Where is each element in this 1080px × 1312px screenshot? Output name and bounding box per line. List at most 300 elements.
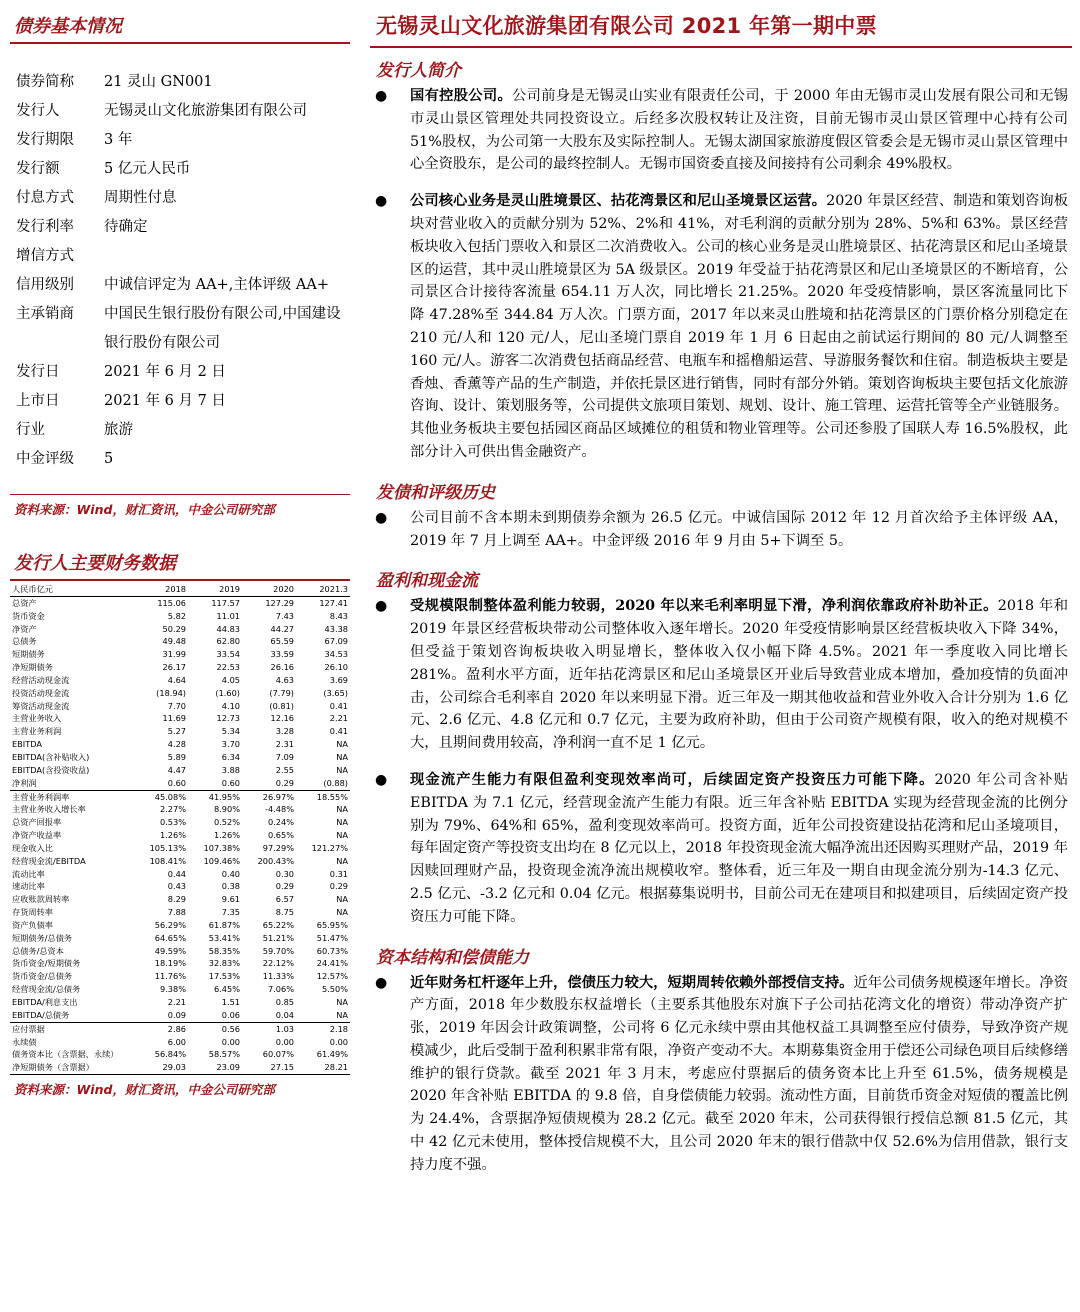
table-cell: 22.53 bbox=[216, 662, 240, 673]
row-label: 速动比率 bbox=[12, 881, 45, 892]
table-cell: 7.43 bbox=[275, 610, 294, 621]
table-cell: 11.76% bbox=[154, 971, 186, 982]
table-header-cell: 2020 bbox=[242, 583, 296, 596]
paragraph bbox=[370, 972, 1072, 1177]
table-cell: 105.13% bbox=[149, 842, 186, 853]
table-cell: 22.12% bbox=[262, 958, 294, 969]
source-note-2: 资料来源：Wind，财汇资讯，中金公司研究部 bbox=[14, 1082, 275, 1098]
table-cell: 0.43 bbox=[167, 881, 186, 892]
info-row bbox=[10, 97, 350, 126]
paragraph bbox=[370, 769, 1072, 929]
table-row bbox=[10, 700, 350, 713]
table-cell: 0.38 bbox=[221, 881, 240, 892]
financial-data-table bbox=[10, 583, 350, 1075]
row-label: EBITDA(含补贴收入) bbox=[12, 751, 90, 762]
table-cell: 45.08% bbox=[134, 790, 188, 803]
info-value: 3 年 bbox=[104, 132, 133, 148]
table-cell: 31.99 bbox=[162, 649, 186, 660]
table-row bbox=[10, 829, 350, 842]
section-heading: 发行人简介 bbox=[376, 61, 461, 81]
left-column bbox=[10, 8, 350, 1103]
table-cell: 11.33% bbox=[262, 971, 294, 982]
table-cell: 7.09 bbox=[275, 751, 294, 762]
table-cell: 97.29% bbox=[262, 842, 294, 853]
table-cell: 44.83 bbox=[216, 623, 240, 634]
row-label: 净利润 bbox=[12, 777, 37, 788]
row-label: 总资产回报率 bbox=[12, 817, 62, 828]
table-cell: 4.47 bbox=[167, 764, 186, 775]
table-cell: NA bbox=[336, 894, 348, 905]
table-cell: 5.82 bbox=[167, 610, 186, 621]
table-cell: 0.06 bbox=[221, 1009, 240, 1020]
table-cell: 2.31 bbox=[275, 739, 294, 750]
paragraph-lead: 公司核心业务是灵山胜境景区、拈花湾景区和尼山圣境景区运营。 bbox=[410, 193, 827, 210]
info-row bbox=[10, 358, 350, 387]
table-cell: 0.40 bbox=[221, 868, 240, 879]
table-row bbox=[10, 803, 350, 816]
row-label: 主营业务利润率 bbox=[10, 790, 134, 803]
table-cell: 0.60 bbox=[221, 777, 240, 788]
table-cell: 7.70 bbox=[167, 700, 186, 711]
info-value: 2021 年 6 月 7 日 bbox=[104, 393, 226, 409]
row-label: 永续债 bbox=[12, 1036, 37, 1047]
table-cell: 127.41 bbox=[319, 597, 348, 608]
info-label: 行业 bbox=[16, 422, 45, 438]
table-cell: 67.09 bbox=[324, 636, 348, 647]
table-cell: 33.59 bbox=[270, 649, 294, 660]
section-heading: 发债和评级历史 bbox=[376, 482, 495, 503]
section-heading: 资本结构和偿债能力 bbox=[376, 947, 529, 968]
row-label: 流动比率 bbox=[12, 868, 45, 879]
table-cell: 7.35 bbox=[221, 907, 240, 918]
info-row bbox=[10, 271, 350, 300]
paragraph-text: 2018 年和 2019 年景区经营板块带动公司整体收入逐年增长。2020 年受疫情影响景区经营板块收入下降 34%，但受益于策划咨询板块收入明显增长，整体收入仅小幅下降 4.5%。2021 年一季度收入同比增长 281%。盈利水平方面，近年拈花湾景区和尼山圣境景区开业后导致营业成本增加，叠加疫情的负面冲击，公司综合毛利率自 2020 年以来明显下滑。近三年及一期其他收益和营业外收入合计分别为 1.6 亿元、2.6 亿元、4.8 亿元和 0.7 亿元，主要为政府补助，但由于公司资产规模有限，收入的绝对规模不大，且期间费用较高，净利润一直不足 1 亿元。 bbox=[410, 598, 1068, 752]
table-cell: 0.29 bbox=[329, 881, 348, 892]
table-row bbox=[10, 970, 350, 983]
info-row bbox=[10, 155, 350, 184]
table-row bbox=[10, 674, 350, 687]
info-value: 旅游 bbox=[104, 422, 133, 438]
paragraph bbox=[370, 85, 1072, 176]
table-cell: 26.10 bbox=[324, 662, 348, 673]
table-cell: 127.29 bbox=[265, 597, 294, 608]
row-label: 货币资金/总债务 bbox=[12, 971, 73, 982]
row-label: 主营业务利润 bbox=[12, 726, 62, 737]
row-label: EBITDA/总债务 bbox=[12, 1009, 70, 1020]
table-cell: 60.73% bbox=[316, 945, 348, 956]
info-label: 发行人 bbox=[16, 103, 60, 119]
table-cell: 5.50% bbox=[321, 984, 348, 995]
table-row bbox=[10, 635, 350, 648]
table-cell: 0.30 bbox=[275, 868, 294, 879]
table-cell: 0.41 bbox=[329, 700, 348, 711]
paragraph-lead: 国有控股公司。 bbox=[410, 88, 513, 104]
table-row bbox=[10, 945, 350, 958]
table-cell: NA bbox=[336, 751, 348, 762]
info-row bbox=[10, 242, 350, 271]
table-cell: 41.95% bbox=[188, 790, 242, 803]
info-label: 上市日 bbox=[16, 393, 60, 409]
table-row bbox=[10, 738, 350, 751]
financial-data-title: 发行人主要财务数据 bbox=[10, 545, 350, 581]
paragraph-text: 2020 年公司含补贴 EBITDA 为 7.1 亿元，经营现金流产生能力有限。近三年含补贴 EBITDA 实现为经营现金流的比例分别为 79%、64%和 65%，盈利变现效率尚可。投资方面，近年公司投资建设拈花湾和尼山圣境项目，每年固定资产等投资支出均在 8 亿元以上，2018 年投资现金流大幅净流出还因购买理财产品，2019 年因赎回理财产品，投资现金流净流出规模收窄。整体看，近三年及一期自由现金流分别为-14.3 亿元、2.5 亿元、-3.2 亿元和 0.04 亿元。根据募集说明书，目前公司无在建项目和拟建项目，后续固定资产投资压力可能下降。 bbox=[410, 771, 1068, 925]
paragraph-lead: 受规模限制整体盈利能力较弱，2020 年以来毛利率明显下滑，净利润依靠政府补助补正。 bbox=[410, 598, 998, 615]
table-cell: 3.69 bbox=[329, 674, 348, 685]
table-cell: 5.89 bbox=[167, 751, 186, 762]
table-cell: 51.47% bbox=[316, 932, 348, 943]
paragraph-text: 公司前身是无锡灵山实业有限责任公司，于 2000 年由无锡市灵山发展有限公司和无锡市灵山景区管理处共同投资设立。后经多次股权转让及注资，目前无锡市灵山景区管理中心持有公司 51%股权，为公司第一大股东及实际控制人。无锡太湖国家旅游度假区管委会是无锡市灵山景区管理中心全资股东，是公司的最终控制人。无锡市国资委直接及间接持有公司剩余 49%股权。 bbox=[410, 88, 1068, 173]
info-value bbox=[104, 242, 350, 271]
table-cell: 0.29 bbox=[275, 881, 294, 892]
info-value: 周期性付息 bbox=[104, 190, 177, 206]
table-cell: 1.26% bbox=[159, 830, 186, 841]
table-cell: 43.38 bbox=[324, 623, 348, 634]
report-sections bbox=[370, 56, 1072, 1177]
table-cell: 26.16 bbox=[270, 662, 294, 673]
table-cell: 4.10 bbox=[221, 700, 240, 711]
table-row bbox=[10, 1022, 350, 1035]
row-label: 筹资活动现金流 bbox=[12, 700, 70, 711]
table-header-cell: 2021.3 bbox=[296, 583, 350, 596]
table-cell: 121.27% bbox=[311, 842, 348, 853]
table-cell: 9.38% bbox=[159, 984, 186, 995]
table-cell: NA bbox=[336, 739, 348, 750]
table-row bbox=[10, 777, 350, 790]
info-value: 5 亿元人民币 bbox=[104, 161, 191, 177]
table-header-cell: 2019 bbox=[188, 583, 242, 596]
bullet-icon: ● bbox=[375, 193, 388, 210]
table-cell: 65.22% bbox=[262, 919, 294, 930]
table-cell: NA bbox=[336, 855, 348, 866]
paragraph bbox=[370, 595, 1072, 755]
table-row bbox=[10, 957, 350, 970]
table-cell: 0.60 bbox=[167, 777, 186, 788]
table-cell: 1.03 bbox=[242, 1022, 296, 1035]
table-cell: 4.28 bbox=[167, 739, 186, 750]
table-cell: 8.43 bbox=[329, 610, 348, 621]
info-value: 5 bbox=[104, 451, 114, 467]
table-header-cell: 2018 bbox=[134, 583, 188, 596]
table-cell: 23.09 bbox=[188, 1061, 242, 1074]
table-cell: NA bbox=[336, 997, 348, 1007]
info-value: 中国民生银行股份有限公司,中国建设银行股份有限公司 bbox=[104, 306, 341, 351]
table-row bbox=[10, 1009, 350, 1022]
table-cell: 11.01 bbox=[216, 610, 240, 621]
table-cell: 11.69 bbox=[162, 713, 186, 724]
table-row bbox=[10, 648, 350, 661]
table-cell: 8.29 bbox=[167, 894, 186, 905]
table-row bbox=[10, 1036, 350, 1049]
info-row bbox=[10, 387, 350, 416]
table-cell: 56.29% bbox=[154, 919, 186, 930]
row-label: 短期债务/总债务 bbox=[12, 932, 73, 943]
table-cell: 26.17 bbox=[162, 662, 186, 673]
table-cell: 53.41% bbox=[208, 932, 240, 943]
table-cell: 28.21 bbox=[296, 1061, 350, 1074]
table-cell: 0.04 bbox=[275, 1009, 294, 1020]
table-row bbox=[10, 1061, 350, 1074]
table-cell: 200.43% bbox=[257, 855, 294, 866]
table-cell: 12.73 bbox=[216, 713, 240, 724]
table-cell: 0.29 bbox=[275, 777, 294, 788]
table-cell: (1.60) bbox=[215, 687, 240, 698]
row-label: 总资产 bbox=[12, 597, 37, 608]
table-cell: 0.52% bbox=[213, 817, 240, 828]
table-row bbox=[10, 712, 350, 725]
row-label: 净短期债务（含票据） bbox=[10, 1061, 134, 1074]
table-cell: 3.28 bbox=[275, 726, 294, 737]
table-cell: 26.97% bbox=[242, 790, 296, 803]
table-cell: 5.27 bbox=[167, 726, 186, 737]
table-cell: 18.19% bbox=[154, 958, 186, 969]
table-cell: 0.24% bbox=[267, 817, 294, 828]
table-row bbox=[10, 893, 350, 906]
info-row bbox=[10, 126, 350, 155]
row-label: 短期债务 bbox=[12, 649, 45, 660]
row-label: EBITDA/利息支出 bbox=[12, 997, 78, 1007]
bullet-icon: ● bbox=[375, 974, 388, 991]
table-cell: 17.53% bbox=[208, 971, 240, 982]
table-cell: 0.56 bbox=[188, 1022, 242, 1035]
table-cell: 0.00 bbox=[275, 1036, 294, 1047]
info-label: 发行利率 bbox=[16, 219, 74, 235]
table-cell: 2.27% bbox=[159, 804, 186, 815]
table-row bbox=[10, 842, 350, 855]
info-value: 无锡灵山文化旅游集团有限公司 bbox=[104, 103, 307, 119]
table-cell: 65.59 bbox=[270, 636, 294, 647]
info-value: 21 灵山 GN001 bbox=[104, 74, 213, 90]
table-cell: 7.06% bbox=[267, 984, 294, 995]
table-cell: 109.46% bbox=[203, 855, 240, 866]
table-cell: (3.65) bbox=[323, 687, 348, 698]
table-cell: 6.57 bbox=[275, 894, 294, 905]
table-cell: NA bbox=[336, 830, 348, 841]
table-cell: 4.63 bbox=[275, 674, 294, 685]
info-label: 发行期限 bbox=[16, 132, 74, 148]
row-label: 净资产收益率 bbox=[12, 830, 62, 841]
table-cell: 6.00 bbox=[167, 1036, 186, 1047]
table-cell: 50.29 bbox=[162, 623, 186, 634]
table-cell: 7.88 bbox=[167, 907, 186, 918]
table-cell: 0.00 bbox=[329, 1036, 348, 1047]
info-label: 发行日 bbox=[16, 364, 60, 380]
table-cell: 108.41% bbox=[149, 855, 186, 866]
bullet-icon: ● bbox=[375, 598, 388, 615]
info-label: 付息方式 bbox=[16, 190, 74, 206]
table-cell: 0.41 bbox=[329, 726, 348, 737]
table-cell: 5.34 bbox=[221, 726, 240, 737]
table-cell: 6.45% bbox=[213, 984, 240, 995]
bullet-icon: ● bbox=[375, 88, 388, 104]
info-row bbox=[10, 213, 350, 242]
table-cell: NA bbox=[336, 764, 348, 775]
row-label: 经营现金流/总债务 bbox=[12, 984, 81, 995]
row-label: 现金收入比 bbox=[12, 842, 53, 853]
table-row bbox=[10, 661, 350, 674]
table-row bbox=[10, 596, 350, 609]
table-cell: 24.41% bbox=[316, 958, 348, 969]
table-cell: 3.70 bbox=[221, 739, 240, 750]
info-row bbox=[10, 300, 350, 358]
table-row bbox=[10, 764, 350, 777]
bullet-icon: ● bbox=[375, 509, 388, 526]
table-cell: 60.07% bbox=[262, 1049, 294, 1060]
basic-info-title: 债券基本情况 bbox=[10, 8, 350, 44]
table-cell: (0.88) bbox=[323, 777, 348, 788]
info-label: 发行额 bbox=[16, 161, 60, 177]
page-title: 无锡灵山文化旅游集团有限公司 2021 年第一期中票 bbox=[370, 8, 1072, 48]
basic-info-table bbox=[10, 68, 350, 474]
table-cell: 8.90% bbox=[213, 804, 240, 815]
table-cell: NA bbox=[336, 804, 348, 815]
table-cell: 0.09 bbox=[167, 1009, 186, 1020]
table-cell: (0.81) bbox=[269, 700, 294, 711]
table-cell: 34.53 bbox=[324, 649, 348, 660]
table-cell: 32.83% bbox=[208, 958, 240, 969]
table-cell: 2.18 bbox=[296, 1022, 350, 1035]
table-cell: 8.75 bbox=[275, 907, 294, 918]
table-row bbox=[10, 623, 350, 636]
table-cell: 33.54 bbox=[216, 649, 240, 660]
info-label: 中金评级 bbox=[16, 451, 74, 467]
info-value: 待确定 bbox=[104, 219, 148, 235]
table-cell: 51.21% bbox=[262, 932, 294, 943]
row-label: 货币资金 bbox=[12, 610, 45, 621]
table-cell: 62.80 bbox=[216, 636, 240, 647]
table-cell: 0.00 bbox=[221, 1036, 240, 1047]
table-row bbox=[10, 855, 350, 868]
table-row bbox=[10, 919, 350, 932]
table-cell: 59.70% bbox=[262, 945, 294, 956]
table-cell: 0.85 bbox=[275, 997, 294, 1007]
bullet-icon: ● bbox=[375, 771, 388, 788]
table-cell: 115.06 bbox=[157, 597, 186, 608]
table-row bbox=[10, 880, 350, 893]
table-cell: 56.84% bbox=[154, 1049, 186, 1060]
table-cell: 65.95% bbox=[316, 919, 348, 930]
table-cell: 18.55% bbox=[296, 790, 350, 803]
row-label: 投资活动现金流 bbox=[12, 687, 70, 698]
paragraph-lead: 现金流产生能力有限但盈利变现效率尚可，后续固定资产投资压力可能下降。 bbox=[410, 771, 935, 788]
table-cell: 117.57 bbox=[211, 597, 240, 608]
table-cell: 3.88 bbox=[221, 764, 240, 775]
section-heading: 盈利和现金流 bbox=[376, 571, 478, 592]
info-value: 中诚信评定为 AA+,主体评级 AA+ bbox=[104, 277, 330, 293]
table-cell: 29.03 bbox=[134, 1061, 188, 1074]
row-label: 应收账款周转率 bbox=[12, 894, 70, 905]
table-row bbox=[10, 725, 350, 738]
table-row bbox=[10, 790, 350, 803]
row-label: 经营活动现金流 bbox=[12, 674, 70, 685]
table-cell: NA bbox=[336, 817, 348, 828]
info-label: 增信方式 bbox=[16, 248, 74, 264]
table-row bbox=[10, 932, 350, 945]
paragraph bbox=[370, 507, 1072, 553]
paragraph-text: 近年公司债务规模逐年增长。净资产方面，2018 年少数股东权益增长（主要系其他股东对旗下子公司拈花湾文化的增资）带动净资产扩张，2019 年因会计政策调整，公司将 6 亿元永续中票由其他权益工具调整至应付债券，导致净资产规模减少，此后受制于盈利积累非常有限，净资产变动不大。本期募集资金用于偿还公司绿色项目后续修缮维护的银行贷款。截至 2021 年 3 月末，考虑应付票据后的债务资本比上升至 61.5%，债务规模是 2020 年含补贴 EBITDA 的 9.8 倍，自身偿债能力较弱。流动性方面，目前货币资金对短债的覆盖比例为 24.4%，含票据净短债规模为 28.2 亿元。截至 2020 年末，公司获得银行授信总额 81.5 亿元，其中 42 亿元未使用，整体授信规模不大，且公司 2020 年末的银行借款中仅 52.6%为信用借款，银行支持力度不强。 bbox=[410, 974, 1068, 1173]
row-label: 货币资金/短期债务 bbox=[12, 958, 81, 969]
table-cell: 49.59% bbox=[154, 945, 186, 956]
table-row bbox=[10, 983, 350, 996]
row-label: 主营业务收入增长率 bbox=[12, 804, 86, 815]
row-label: EBITDA bbox=[12, 739, 42, 750]
table-cell: 2.21 bbox=[167, 997, 186, 1007]
table-cell: 107.38% bbox=[203, 842, 240, 853]
info-row bbox=[10, 184, 350, 213]
table-cell: 2.86 bbox=[134, 1022, 188, 1035]
info-row bbox=[10, 68, 350, 97]
table-row bbox=[10, 996, 350, 1009]
table-cell: 0.65% bbox=[267, 830, 294, 841]
paragraph bbox=[370, 190, 1072, 464]
table-row bbox=[10, 906, 350, 919]
table-cell: 61.49% bbox=[316, 1049, 348, 1060]
paragraph-text: 公司目前不含本期未到期债券余额为 26.5 亿元。中诚信国际 2012 年 12 月首次给予主体评级 AA，2019 年 7 月上调至 AA+。中金评级 2016 年 9 月由 5+下调至 5。 bbox=[410, 509, 1068, 549]
info-row bbox=[10, 445, 350, 474]
info-row bbox=[10, 416, 350, 445]
paragraph-lead: 近年财务杠杆逐年上升，偿债压力较大，短期周转依赖外部授信支持。 bbox=[410, 974, 854, 991]
info-label: 债券简称 bbox=[16, 74, 74, 90]
table-row bbox=[10, 816, 350, 829]
table-cell: 9.61 bbox=[221, 894, 240, 905]
row-label: 总债务/总资本 bbox=[12, 945, 64, 956]
table-header-cell: 人民币亿元 bbox=[10, 583, 134, 596]
table-cell: 58.35% bbox=[208, 945, 240, 956]
row-label: 经营现金流/EBITDA bbox=[12, 855, 86, 866]
row-label: 债务资本比（含票据、永续） bbox=[12, 1049, 119, 1060]
table-cell: -4.48% bbox=[265, 804, 294, 815]
table-cell: 1.26% bbox=[213, 830, 240, 841]
table-cell: (7.79) bbox=[269, 687, 294, 698]
table-cell: 1.51 bbox=[221, 997, 240, 1007]
table-row bbox=[10, 1048, 350, 1061]
row-label: 净资产 bbox=[12, 623, 37, 634]
right-column bbox=[370, 8, 1072, 1191]
table-cell: 2.55 bbox=[275, 764, 294, 775]
table-cell: 0.53% bbox=[159, 817, 186, 828]
table-cell: 0.31 bbox=[329, 868, 348, 879]
table-cell: 64.65% bbox=[154, 932, 186, 943]
paragraph-text: 2020 年景区经营、制造和策划咨询板块对营业收入的贡献分别为 52%、2%和 41%，对毛利润的贡献分别为 28%、5%和 63%。景区经营板块收入包括门票收入和景区二次消费收入。公司的核心业务是灵山胜境景区、拈花湾景区和尼山圣境景区的运营，其中灵山胜境景区为 5A 级景区。2019 年受益于拈花湾景区和尼山圣境景区的不断培育，公司景区合计接待客流量 654.11 万人次，同比增长 21.25%。2020 年受疫情影响，景区客流量同比下降 47.28%至 344.84 万人次。门票方面，2017 年以来灵山胜境和拈花湾景区的门票价格分别稳定在 210 元/人和 120 元/人，尼山圣境门票自 2019 年 1 月 6 日起由之前试运行期间的 80 元/人调整至 160 元/人。游客二次消费包括商品经营、电瓶车和摇橹船运营、导游服务餐饮和住宿。制造板块主要是香烛、香薰等产品的生产制造，并依托景区进行销售，同时有部分外销。策划咨询板块主要包括文化旅游咨询、设计、策划服务等，公司提供文旅项目策划、规划、设计、施工管理、运营托管等全产业链服务。其他业务板块主要包括园区商品区域摊位的租赁和物业管理等。公司还参股了国联人寿 16.5%股权，此部分计入可供出售金融资产。 bbox=[410, 193, 1068, 460]
row-label: 应付票据 bbox=[10, 1022, 134, 1035]
table-cell: 0.44 bbox=[167, 868, 186, 879]
table-cell: 44.27 bbox=[270, 623, 294, 634]
table-row bbox=[10, 868, 350, 881]
info-label: 信用级别 bbox=[16, 277, 74, 293]
table-cell: 4.05 bbox=[221, 674, 240, 685]
table-cell: NA bbox=[336, 1009, 348, 1020]
row-label: 总债务 bbox=[12, 636, 37, 647]
row-label: 净短期债务 bbox=[12, 662, 53, 673]
table-cell: 6.34 bbox=[221, 751, 240, 762]
row-label: 资产负债率 bbox=[12, 919, 53, 930]
info-label: 主承销商 bbox=[16, 306, 74, 322]
table-cell: 4.64 bbox=[167, 674, 186, 685]
table-cell: 61.87% bbox=[208, 919, 240, 930]
row-label: EBITDA(含投资收益) bbox=[12, 764, 90, 775]
table-cell: 12.16 bbox=[270, 713, 294, 724]
table-cell: 2.21 bbox=[329, 713, 348, 724]
source-note-1: 资料来源：Wind，财汇资讯，中金公司研究部 bbox=[10, 494, 350, 523]
table-cell: 12.57% bbox=[316, 971, 348, 982]
table-cell: 49.48 bbox=[162, 636, 186, 647]
row-label: 存货周转率 bbox=[12, 907, 53, 918]
table-row bbox=[10, 751, 350, 764]
table-row bbox=[10, 687, 350, 700]
table-row bbox=[10, 610, 350, 623]
table-cell: 27.15 bbox=[242, 1061, 296, 1074]
table-cell: (18.94) bbox=[156, 687, 186, 698]
table-cell: NA bbox=[336, 907, 348, 918]
